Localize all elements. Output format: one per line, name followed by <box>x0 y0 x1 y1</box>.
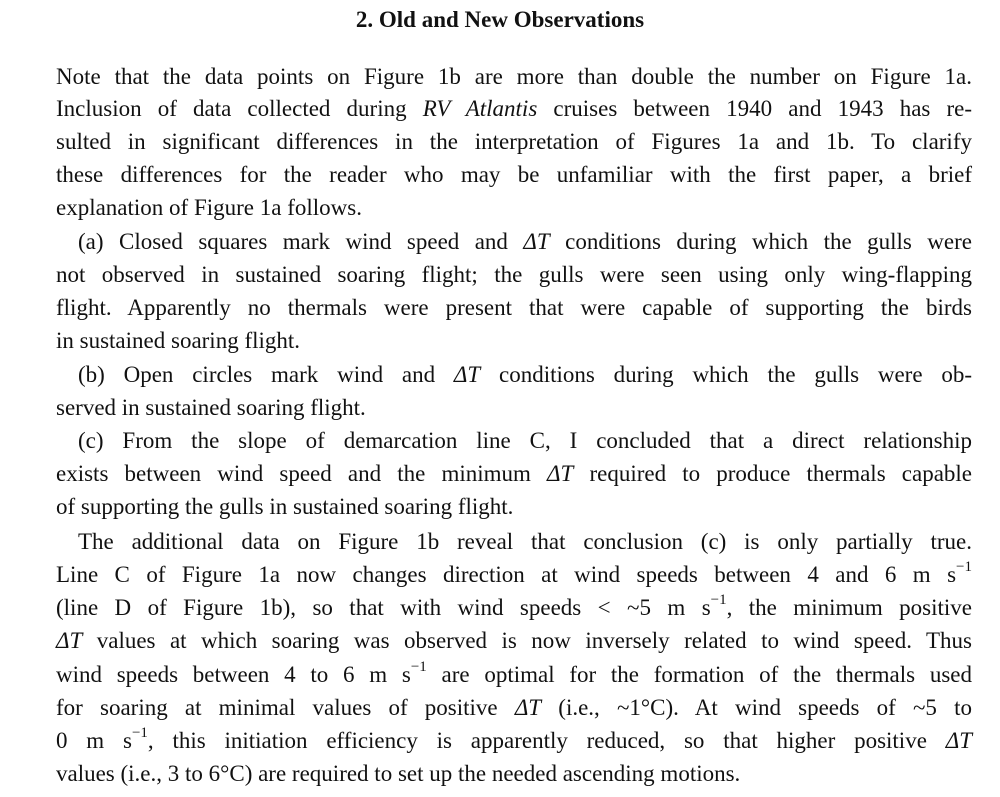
text-line-19: wind speeds between 4 to 6 m $s^{-1}$ are optimal for the formation of the thermals used <box>56 659 972 687</box>
section-number: 2. <box>355 7 374 32</box>
text-line-17: (line D of Figure 1b), so that with wind speeds < ~5 m $s^{-1}$, the minimum positive <box>56 592 972 620</box>
text-line-11: served in sustained soaring flight. <box>56 395 366 420</box>
text-line-22: values (i.e., 3 to 6°C) are required to set up the needed ascending motions. <box>56 761 741 786</box>
text-line-18: ΔT values at which soaring was observed is now inversely related to wind speed. Thus <box>56 628 972 653</box>
text-line-4: these differences for the reader who may be unfamiliar with the first paper, a brief <box>56 162 972 187</box>
text-line-10: (b) Open circles mark wind and ΔT conditions during which the gulls were ob- <box>78 362 973 387</box>
text-line-12: (c) From the slope of demarcation line C, I concluded that a direct relationship <box>78 428 972 453</box>
text-line-5: explanation of Figure 1a follows. <box>56 195 362 220</box>
text-line-7: not observed in sustained soaring flight; the gulls were seen using only wing-flapping <box>56 262 972 287</box>
vessel-name: RV Atlantis <box>422 96 538 121</box>
text-line-3: sulted in significant differences in the interpretation of Figures 1a and 1b. To clarify <box>56 129 972 154</box>
text-line-16: Line C of Figure 1a now changes direction at wind speeds between 4 and 6 m $s^{-1}$ <box>56 559 972 587</box>
text-line-20: for soaring at minimal values of positive ΔT (i.e., ~1°C). At wind speeds of ~5 to <box>56 695 973 720</box>
text-line-21: 0 m $s^{-1}$, this initiation efficiency is apparently reduced, so that higher positive ΔT <box>56 725 972 753</box>
text-line-13: exists between wind speed and the minimum ΔT required to produce thermals capable <box>56 461 972 486</box>
text-line-8: flight. Apparently no thermals were present that were capable of supporting the birds <box>56 295 972 320</box>
section-heading <box>0 4 1000 36</box>
text-line-14: of supporting the gulls in sustained soaring flight. <box>56 494 514 519</box>
text-line-15: The additional data on Figure 1b reveal that conclusion (c) is only partially true. <box>78 529 972 554</box>
text-line-6: (a) Closed squares mark wind speed and ΔT conditions during which the gulls were <box>78 229 972 254</box>
text-line-9: in sustained soaring flight. <box>56 328 301 353</box>
text-line-2: Inclusion of data collected during RV Atlantis cruises between 1940 and 1943 has re- <box>56 96 973 121</box>
section-title: Old and New Observations <box>378 7 645 32</box>
text-line-1: Note that the data points on Figure 1b are more than double the number on Figure 1a. <box>56 64 972 89</box>
